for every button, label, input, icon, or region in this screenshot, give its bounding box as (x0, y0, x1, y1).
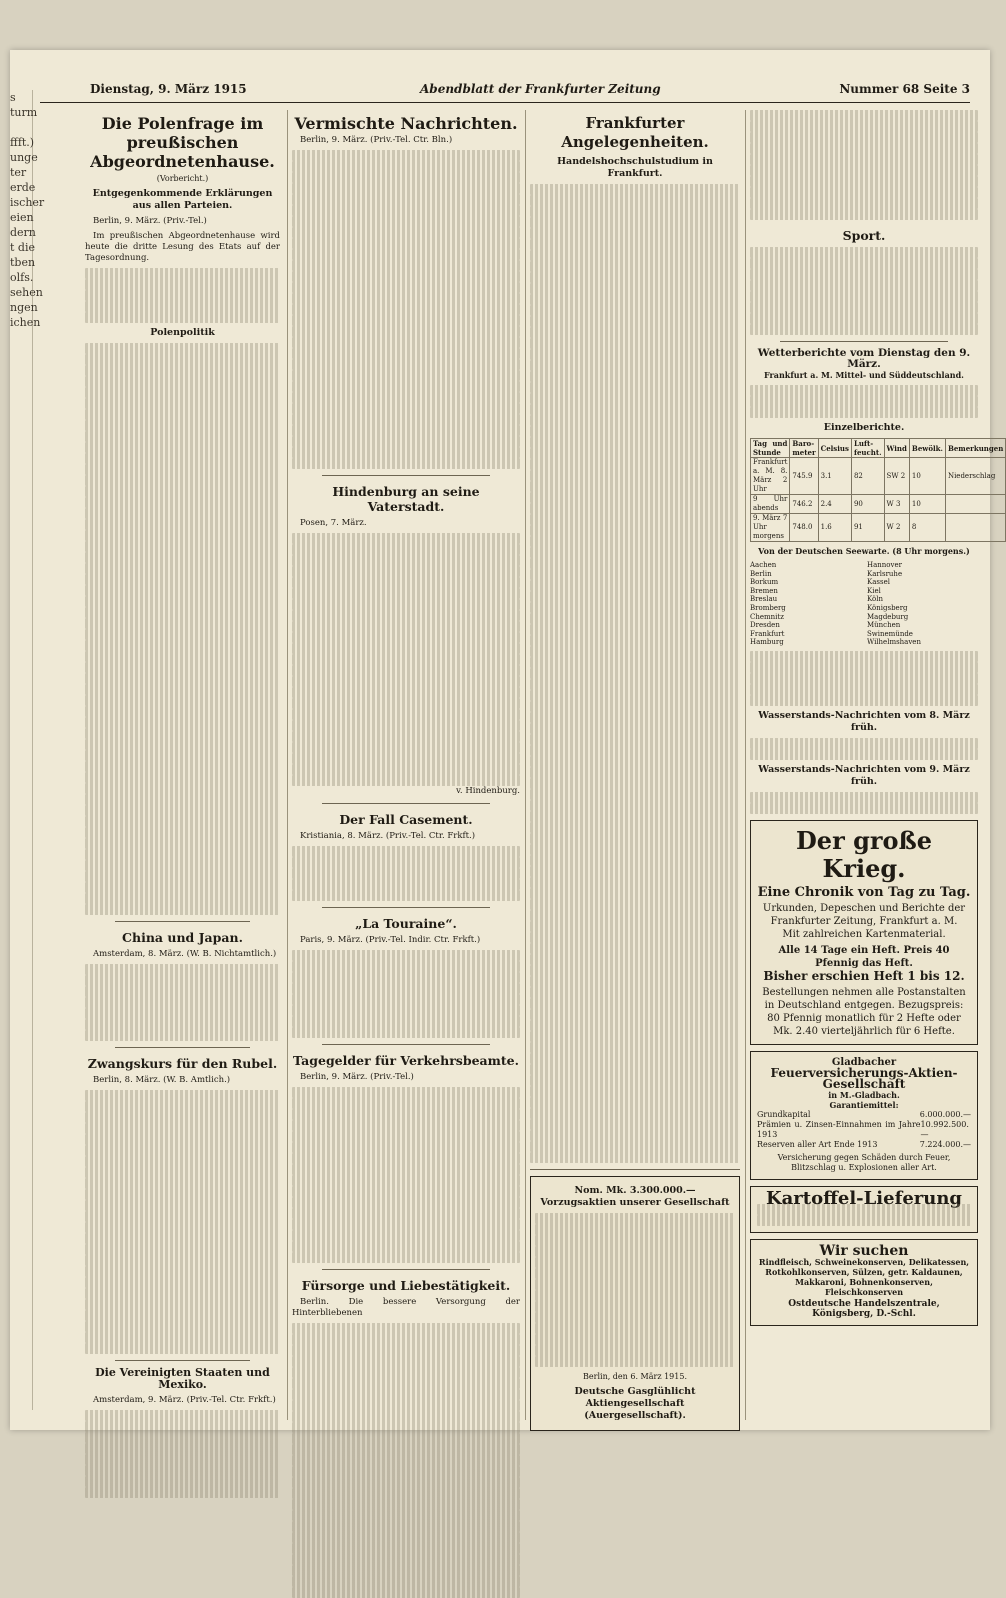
weather-cell: 90 (851, 495, 884, 514)
station-name: Breslau (750, 595, 778, 604)
dateline: Amsterdam, 9. März. (Priv.-Tel. Ctr. Frkft.) (93, 1395, 276, 1405)
station-name: Königsberg (867, 603, 908, 612)
weather-cell: 10 (909, 458, 945, 495)
weather-col-header: Wind (884, 439, 909, 458)
ins-row (757, 1120, 971, 1140)
header-paper-title: Abendblatt der Frankfurter Zeitung (420, 82, 661, 96)
stations-list (750, 561, 978, 647)
ad-line: Nom. Mk. 3.300.000.— Vorzugsaktien unserer Gesellschaft (540, 1185, 730, 1208)
water-title-2: Wasserstands-Nachrichten vom 9. März früh. (758, 763, 970, 787)
station-name: Bremen (750, 586, 778, 595)
weather-col-header: Luft-feucht. (851, 439, 884, 458)
weather-cell: W 3 (884, 495, 909, 514)
weather-cell: Niederschlag (945, 458, 1005, 495)
subheadline-polenfrage: Entgegenkommende Erklärungen aus allen Parteien. (92, 188, 273, 211)
header-issue: Nummer 68 Seite 3 (839, 82, 970, 96)
weather-cell: 9 Uhr abends (751, 495, 790, 514)
headline-tagegelder: Tagegelder für Verkehrsbeamte. (293, 1053, 519, 1068)
column-rule (745, 110, 746, 1420)
wir-body: Rindfleisch, Schweinekonserven, Delikatessen, Rotkohlkonserven, Sülzen, getr. Kaldaunen, Makkaroni, Bohnenkonserven, Fleischkonserven (758, 1256, 970, 1297)
weather-cell (945, 514, 1005, 542)
headline-note: (Vorbericht.) (156, 174, 209, 183)
station-name: Chemnitz (750, 612, 784, 621)
ad-der-grosse-krieg (750, 820, 978, 1045)
station-name: Hamburg (750, 638, 784, 647)
krieg-body-4: Bisher erschien Heft 1 bis 12. (763, 968, 965, 983)
station-name: Köln (867, 595, 884, 604)
weather-subtitle: Frankfurt a. M. Mittel- und Süddeutschland. (764, 370, 964, 380)
ins-row-value: 10.992.500.— (920, 1119, 969, 1139)
subheadline-handelshochschul: Handelshochschulstudium in Frankfurt. (557, 156, 713, 179)
header-date: Dienstag, 9. März 1915 (90, 82, 247, 96)
ins-name: Feuerversicherungs-Aktien-Gesellschaft (770, 1065, 958, 1091)
weather-detail-title: Einzelberichte. (823, 422, 905, 433)
station-name: Wilhelmshaven (867, 638, 921, 647)
krieg-body-1: Urkunden, Depeschen und Berichte der Frankfurter Zeitung, Frankfurt a. M. (762, 902, 966, 927)
weather-col-header: Baro-meter (790, 439, 818, 458)
dateline: Berlin, 9. März. (Priv.-Tel. Ctr. Bln.) (300, 135, 453, 145)
weather-cell: 82 (851, 458, 884, 495)
column-4 (750, 110, 1004, 1420)
headline-usa-mexiko: Die Vereinigten Staaten und Mexiko. (95, 1366, 270, 1391)
weather-col-header: Celsius (818, 439, 851, 458)
station-name: Frankfurt (750, 629, 785, 638)
station-name: Berlin (750, 569, 772, 578)
ad-wir-suchen (750, 1239, 978, 1326)
headline-fuersorge: Fürsorge und Liebestätigkeit. (301, 1278, 511, 1293)
stations-title: Von der Deutschen Seewarte. (8 Uhr morgens.) (758, 546, 970, 556)
signature: v. Hindenburg. (456, 786, 520, 796)
dateline: Berlin, 9. März. (Priv.-Tel.) (300, 1072, 414, 1082)
ad-kartoffel (750, 1186, 978, 1233)
weather-cell: W 2 (884, 514, 909, 542)
wir-title: Wir suchen (819, 1242, 909, 1259)
weather-col-header: Bemerkungen (945, 439, 1005, 458)
station-name: Dresden (750, 621, 780, 630)
weather-title: Wetterberichte vom Dienstag den 9. März. (757, 347, 971, 370)
dateline: Paris, 9. März. (Priv.-Tel. Indir. Ctr. Frkft.) (300, 935, 481, 945)
ad-auergesellschaft (530, 1176, 740, 1431)
page-header (40, 80, 970, 103)
headline-frankfurter: Frankfurter Angelegenheiten. (561, 114, 709, 151)
weather-cell: 746.2 (790, 495, 818, 514)
krieg-subtitle: Eine Chronik von Tag zu Tag. (757, 884, 971, 900)
weather-cell: 1.6 (818, 514, 851, 542)
headline-zwangskurs: Zwangskurs für den Rubel. (87, 1056, 278, 1071)
wir-firm: Ostdeutsche Handelszentrale, Königsberg, D.-Schl. (788, 1298, 940, 1319)
dateline: Berlin. Die bessere Versorgung der Hinterbliebenen (292, 1297, 520, 1318)
column-2 (292, 110, 520, 1420)
headline-china-japan: China und Japan. (122, 930, 243, 945)
column-1 (85, 110, 280, 1420)
weather-cell: Frankfurt a. M. 8. März 2 Uhr (751, 458, 790, 495)
weather-cell: 2.4 (818, 495, 851, 514)
krieg-title: Der große Krieg. (795, 825, 933, 883)
weather-cell: 9. März 7 Uhr morgens (751, 514, 790, 542)
ins-row-label: Prämien u. Zinsen-Einnahmen im Jahre 1913 (757, 1119, 921, 1139)
weather-row (751, 514, 1006, 542)
weather-cell: 748.0 (790, 514, 818, 542)
headline-touraine: „La Touraine“. (355, 916, 457, 931)
ad-gladbacher (750, 1051, 978, 1180)
station-name: Swinemünde (867, 629, 913, 638)
water-title: Wasserstands-Nachrichten vom 8. März früh. (758, 709, 970, 733)
ins-row-label: Grundkapital (757, 1109, 811, 1119)
ins-row (757, 1110, 971, 1120)
ad-place: Berlin, den 6. März 1915. (583, 1372, 687, 1381)
krieg-body-2: Mit zahlreichen Kartenmaterial. (782, 928, 946, 940)
ad-company: Deutsche Gasglühlicht Aktiengesellschaft (Auergesellschaft). (574, 1386, 696, 1421)
weather-cell: 745.9 (790, 458, 818, 495)
krieg-body-3: Alle 14 Tage ein Heft. Preis 40 Pfennig das Heft. (778, 944, 950, 969)
section-polenpolitik: Polenpolitik (150, 327, 215, 338)
station-name: Kiel (867, 586, 881, 595)
headline-vermischte: Vermischte Nachrichten. (294, 114, 518, 133)
ins-row-label: Reserven aller Art Ende 1913 (757, 1139, 878, 1149)
weather-row (751, 458, 1006, 495)
weather-cell (945, 495, 1005, 514)
weather-row (751, 495, 1006, 514)
lead-paragraph: Im preußischen Abgeordnetenhause wird heute die dritte Lesung des Etats auf der Tagesordnung. (85, 231, 280, 263)
station-name: Aachen (750, 561, 777, 569)
column-3 (530, 110, 740, 1420)
station-name: Kassel (867, 578, 890, 587)
ins-guarantee: Garantiemittel: (829, 1099, 899, 1110)
headline-casement: Der Fall Casement. (339, 812, 473, 827)
column-rule (287, 110, 288, 1420)
headline-sport: Sport. (842, 228, 886, 243)
ins-row (757, 1140, 971, 1150)
dateline: Posen, 7. März. (300, 518, 367, 528)
weather-cell: 8 (909, 514, 945, 542)
weather-cell: 10 (909, 495, 945, 514)
newspaper-page (10, 50, 1004, 1430)
station-name: Borkum (750, 578, 779, 587)
ins-title: Gladbacher (831, 1056, 897, 1068)
weather-col-header: Tag und Stunde (751, 439, 790, 458)
weather-cell: 91 (851, 514, 884, 542)
station-name: Bromberg (750, 603, 786, 612)
dateline: Amsterdam, 8. März. (W. B. Nichtamtlich.) (93, 949, 277, 959)
weather-table (750, 438, 1006, 542)
previous-page-edge: s turm ffft.) unge ter erde ischer eien dern t die tben olfs. sehen ngen ichen (10, 90, 33, 1410)
headline-hindenburg: Hindenburg an seine Vaterstadt. (332, 484, 480, 514)
headline-polenfrage: Die Polenfrage im preußischen Abgeordnetenhause. (90, 114, 275, 171)
weather-cell: 3.1 (818, 458, 851, 495)
ins-city: in M.-Gladbach. (828, 1089, 900, 1100)
station-name: Karlsruhe (867, 569, 903, 578)
station-name: Hannover (867, 561, 902, 569)
kart-title: Kartoffel-Lieferung (765, 1187, 963, 1209)
station-name: Magdeburg (867, 612, 909, 621)
ins-note: Versicherung gegen Schäden durch Feuer, Blitzschlag u. Explosionen aller Art. (777, 1152, 951, 1172)
dateline: Kristiania, 8. März. (Priv.-Tel. Ctr. Frkft.) (300, 831, 476, 841)
dateline: Berlin, 9. März. (Priv.-Tel.) (93, 216, 207, 226)
dateline: Berlin, 8. März. (W. B. Amtlich.) (93, 1075, 231, 1085)
krieg-body-5: Bestellungen nehmen alle Postanstalten in Deutschland entgegen. Bezugspreis: 80 Pfennig monatlich für 2 Hefte oder Mk. 2.40 vierteljährlich für 6 Hefte. (762, 986, 966, 1037)
column-rule (525, 110, 526, 1420)
weather-cell: SW 2 (884, 458, 909, 495)
weather-col-header: Bewölk. (909, 439, 945, 458)
ins-row-value: 6.000.000.— (919, 1109, 971, 1119)
station-name: München (867, 621, 901, 630)
ins-rows (757, 1110, 971, 1150)
ins-row-value: 7.224.000.— (919, 1139, 971, 1149)
